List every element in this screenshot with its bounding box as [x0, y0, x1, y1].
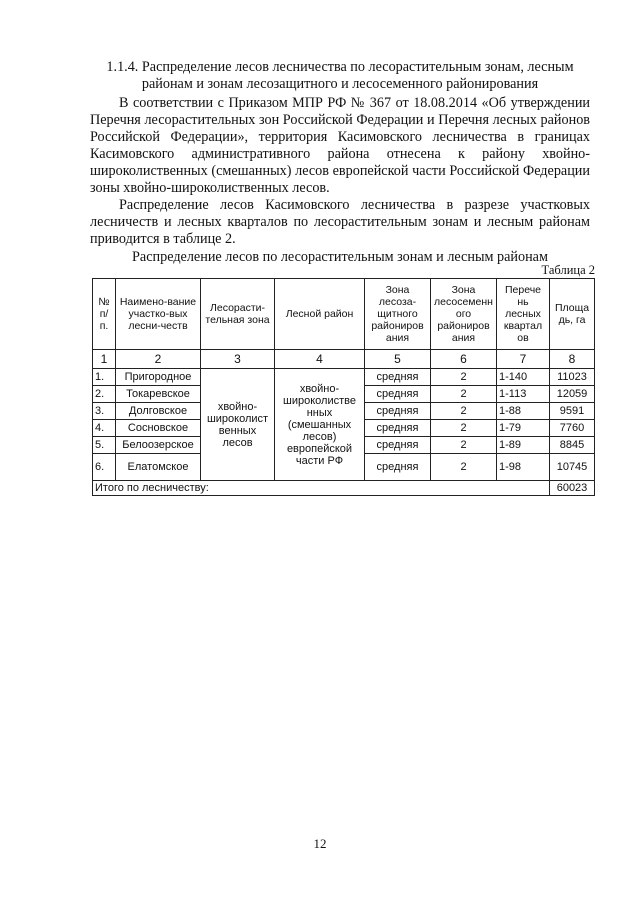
total-area: 60023 — [550, 481, 595, 496]
quarters-list: 1-79 — [497, 420, 550, 437]
header-cell-zone: Лесорасти-тельная зона — [201, 279, 275, 350]
protection-zone: средняя — [365, 386, 431, 403]
merged-zone-cell: хвойно-широколист венных лесов — [201, 369, 275, 481]
protection-zone: средняя — [365, 437, 431, 454]
quarters-list: 1-88 — [497, 403, 550, 420]
column-number: 6 — [431, 350, 497, 369]
area-value: 7760 — [550, 420, 595, 437]
header-cell-protection-zone: Зона лесоза-щитного райониров ания — [365, 279, 431, 350]
row-number: 1. — [93, 369, 116, 386]
seed-zone: 2 — [431, 403, 497, 420]
table-header-row — [93, 279, 595, 350]
seed-zone: 2 — [431, 437, 497, 454]
forestry-name: Белоозерское — [116, 437, 201, 454]
quarters-list: 1-113 — [497, 386, 550, 403]
paragraph-text: Распределение лесов Касимовского лесничества в разрезе участковых лесничеств и лесных кварталов по лесорастительным зонам и лесным районам приводится в таблице 2. — [90, 197, 590, 247]
protection-zone: средняя — [365, 420, 431, 437]
quarters-list: 1-98 — [497, 454, 550, 481]
paragraph-text: В соответствии с Приказом МПР РФ № 367 от 18.08.2014 «Об утверждении Перечня лесорастительных зон Российской Федерации и Перечня лесных районов Российской Федерации», территория Касимовского лесничества в границах Касимовского административного района отнесена к району хвойно-широколиственных (смешанных) лесов европейской части Российской Федерации зоны хвойно-широколиственных лесов. — [90, 95, 590, 196]
column-number: 5 — [365, 350, 431, 369]
seed-zone: 2 — [431, 369, 497, 386]
area-value: 9591 — [550, 403, 595, 420]
seed-zone: 2 — [431, 454, 497, 481]
table-row — [93, 369, 595, 386]
column-number: 3 — [201, 350, 275, 369]
forestry-name: Долговское — [116, 403, 201, 420]
row-number: 2. — [93, 386, 116, 403]
row-number: 5. — [93, 437, 116, 454]
row-number: 4. — [93, 420, 116, 437]
table-title: Распределение лесов по лесорастительным зонам и лесным районам — [132, 249, 548, 265]
seed-zone: 2 — [431, 386, 497, 403]
total-row — [93, 481, 595, 496]
column-number: 4 — [275, 350, 365, 369]
forestry-name: Сосновское — [116, 420, 201, 437]
forestry-name: Елатомское — [116, 454, 201, 481]
paragraph-order-reference — [90, 95, 590, 197]
table-label: Таблица 2 — [541, 263, 595, 277]
area-value: 8845 — [550, 437, 595, 454]
forestry-name: Токаревское — [116, 386, 201, 403]
seed-zone: 2 — [431, 420, 497, 437]
area-value: 12059 — [550, 386, 595, 403]
forest-distribution-table — [92, 278, 595, 496]
quarters-list: 1-89 — [497, 437, 550, 454]
header-cell-seed-zone: Зона лесосеменн ого райониров ания — [431, 279, 497, 350]
column-number: 8 — [550, 350, 595, 369]
column-number: 7 — [497, 350, 550, 369]
section-heading: 1.1.4. Распределение лесов лесничества по лесорастительным зонам, лесным районам и зонам лесозащитного и лесосеменного районирования — [106, 59, 574, 92]
area-value: 11023 — [550, 369, 595, 386]
paragraph-distribution — [90, 197, 590, 248]
merged-region-cell: хвойно-широколистве нных (смешанных лесов) европейской части РФ — [275, 369, 365, 481]
header-cell-number: № п/ п. — [93, 279, 116, 350]
page-number: 12 — [313, 836, 327, 851]
header-cell-name: Наимено-вание участко-вых лесни-честв — [116, 279, 201, 350]
protection-zone: средняя — [365, 454, 431, 481]
quarters-list: 1-140 — [497, 369, 550, 386]
area-value: 10745 — [550, 454, 595, 481]
total-label: Итого по лесничеству: — [93, 481, 550, 496]
row-number: 3. — [93, 403, 116, 420]
header-cell-region: Лесной район — [275, 279, 365, 350]
column-number-row — [93, 350, 595, 369]
row-number: 6. — [93, 454, 116, 481]
header-cell-quarters: Перече нь лесных квартал ов — [497, 279, 550, 350]
column-number: 2 — [116, 350, 201, 369]
protection-zone: средняя — [365, 369, 431, 386]
protection-zone: средняя — [365, 403, 431, 420]
column-number: 1 — [93, 350, 116, 369]
header-cell-area: Площа дь, га — [550, 279, 595, 350]
forestry-name: Пригородное — [116, 369, 201, 386]
